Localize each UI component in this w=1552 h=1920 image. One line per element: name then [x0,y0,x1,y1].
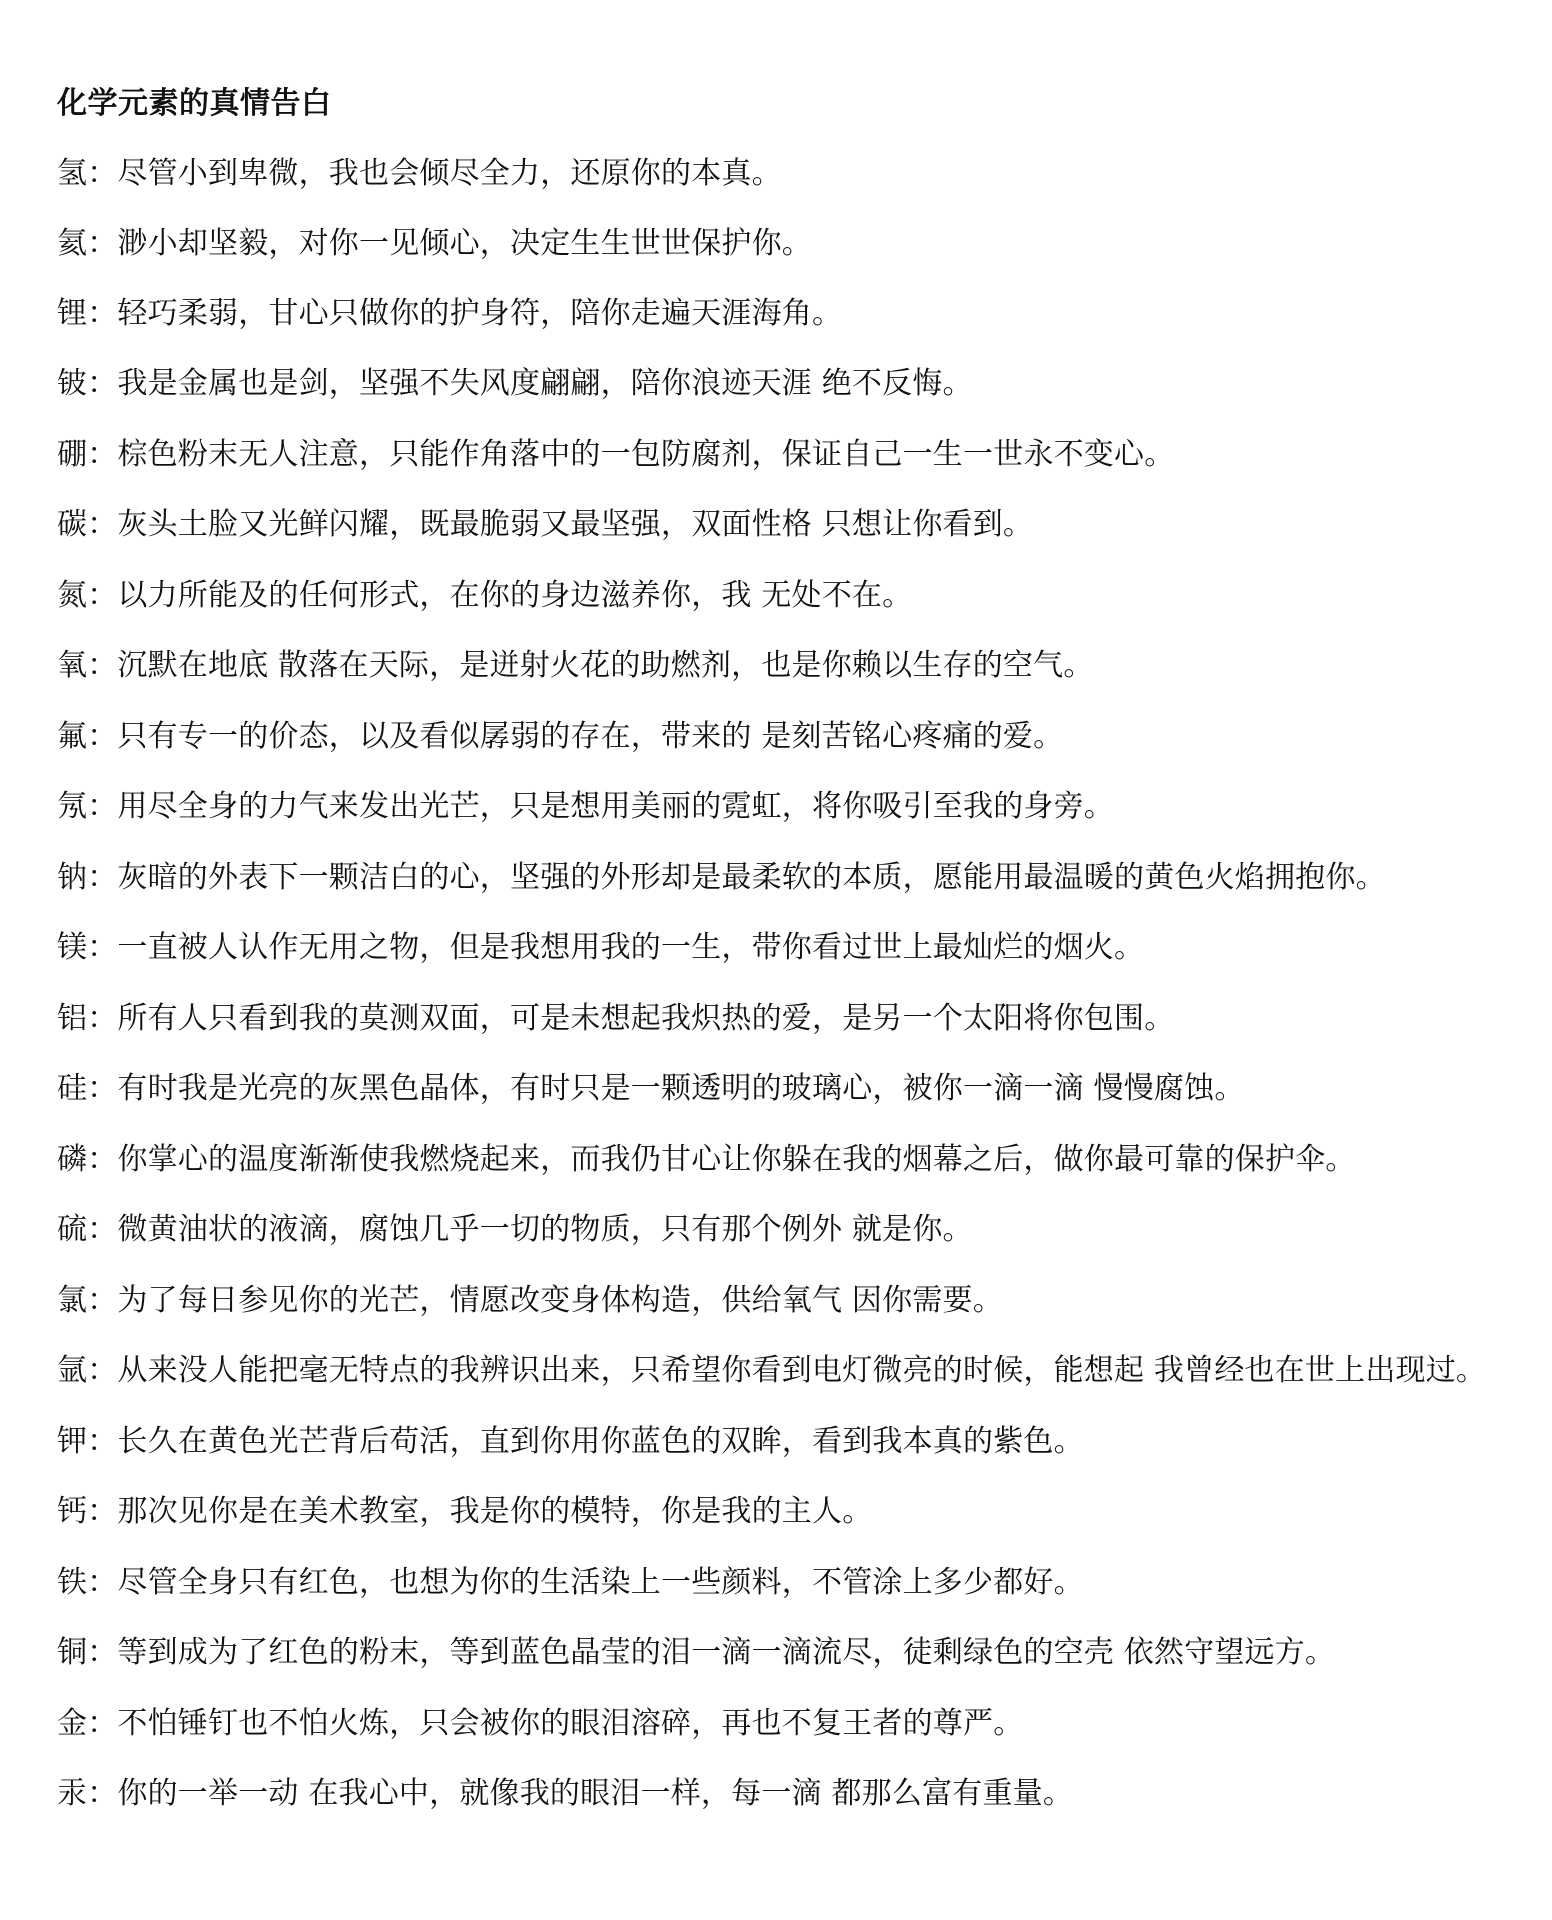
text-line-magnesium: 镁：一直被人认作无用之物，但是我想用我的一生，带你看过世上最灿烂的烟火。 [57,930,1145,965]
text-line-carbon: 碳：灰头土脸又光鲜闪耀，既最脆弱又最坚强，双面性格 只想让你看到。 [57,507,1034,542]
text-line-beryllium: 铍：我是金属也是剑，坚强不失风度翩翩，陪你浪迹天涯 绝不反悔。 [57,366,973,401]
text-line-sulfur: 硫：微黄油状的液滴，腐蚀几乎一切的物质，只有那个例外 就是你。 [57,1212,973,1247]
text-line-lithium: 锂：轻巧柔弱，甘心只做你的护身符，陪你走遍天涯海角。 [57,296,843,331]
text-line-neon: 氖：用尽全身的力气来发出光芒，只是想用美丽的霓虹，将你吸引至我的身旁。 [57,789,1114,824]
text-line-hydrogen: 氢：尽管小到卑微，我也会倾尽全力，还原你的本真。 [57,156,782,191]
text-line-silicon: 硅：有时我是光亮的灰黑色晶体，有时只是一颗透明的玻璃心，被你一滴一滴 慢慢腐蚀。 [57,1071,1245,1106]
text-line-mercury: 汞：你的一举一动 在我心中，就像我的眼泪一样，每一滴 都那么富有重量。 [57,1776,1074,1811]
document-title: 化学元素的真情告白 [57,86,332,121]
text-line-nitrogen: 氮：以力所能及的任何形式，在你的身边滋养你，我 无处不在。 [57,578,913,613]
text-line-gold: 金：不怕锤钉也不怕火炼，只会被你的眼泪溶碎，再也不复王者的尊严。 [57,1706,1024,1741]
text-line-iron: 铁：尽管全身只有红色，也想为你的生活染上一些颜料，不管涂上多少都好。 [57,1565,1084,1600]
text-line-sodium: 钠：灰暗的外表下一颗洁白的心，坚强的外形却是最柔软的本质，愿能用最温暖的黄色火焰拥抱你。 [57,860,1386,895]
text-line-helium: 氦：渺小却坚毅，对你一见倾心，决定生生世世保护你。 [57,226,812,261]
text-line-argon: 氩：从来没人能把毫无特点的我辨识出来，只希望你看到电灯微亮的时候，能想起 我曾经也在世上出现过。 [57,1353,1487,1388]
text-line-chlorine: 氯：为了每日参见你的光芒，情愿改变身体构造，供给氧气 因你需要。 [57,1283,1003,1318]
text-line-fluorine: 氟：只有专一的价态，以及看似孱弱的存在，带来的 是刻苦铭心疼痛的爱。 [57,719,1064,754]
text-line-potassium: 钾：长久在黄色光芒背后苟活，直到你用你蓝色的双眸，看到我本真的紫色。 [57,1424,1084,1459]
text-line-calcium: 钙：那次见你是在美术教室，我是你的模特，你是我的主人。 [57,1494,873,1529]
text-line-phosphorus: 磷：你掌心的温度渐渐使我燃烧起来，而我仍甘心让你躲在我的烟幕之后，做你最可靠的保护伞。 [57,1142,1356,1177]
text-line-copper: 铜：等到成为了红色的粉末，等到蓝色晶莹的泪一滴一滴流尽，徒剩绿色的空壳 依然守望远方。 [57,1635,1336,1670]
text-line-aluminum: 铝：所有人只看到我的莫测双面，可是未想起我炽热的爱，是另一个太阳将你包围。 [57,1001,1175,1036]
text-line-oxygen: 氧：沉默在地底 散落在天际，是迸射火花的助燃剂，也是你赖以生存的空气。 [57,648,1094,683]
text-line-boron: 硼：棕色粉末无人注意，只能作角落中的一包防腐剂，保证自己一生一世永不变心。 [57,437,1175,472]
